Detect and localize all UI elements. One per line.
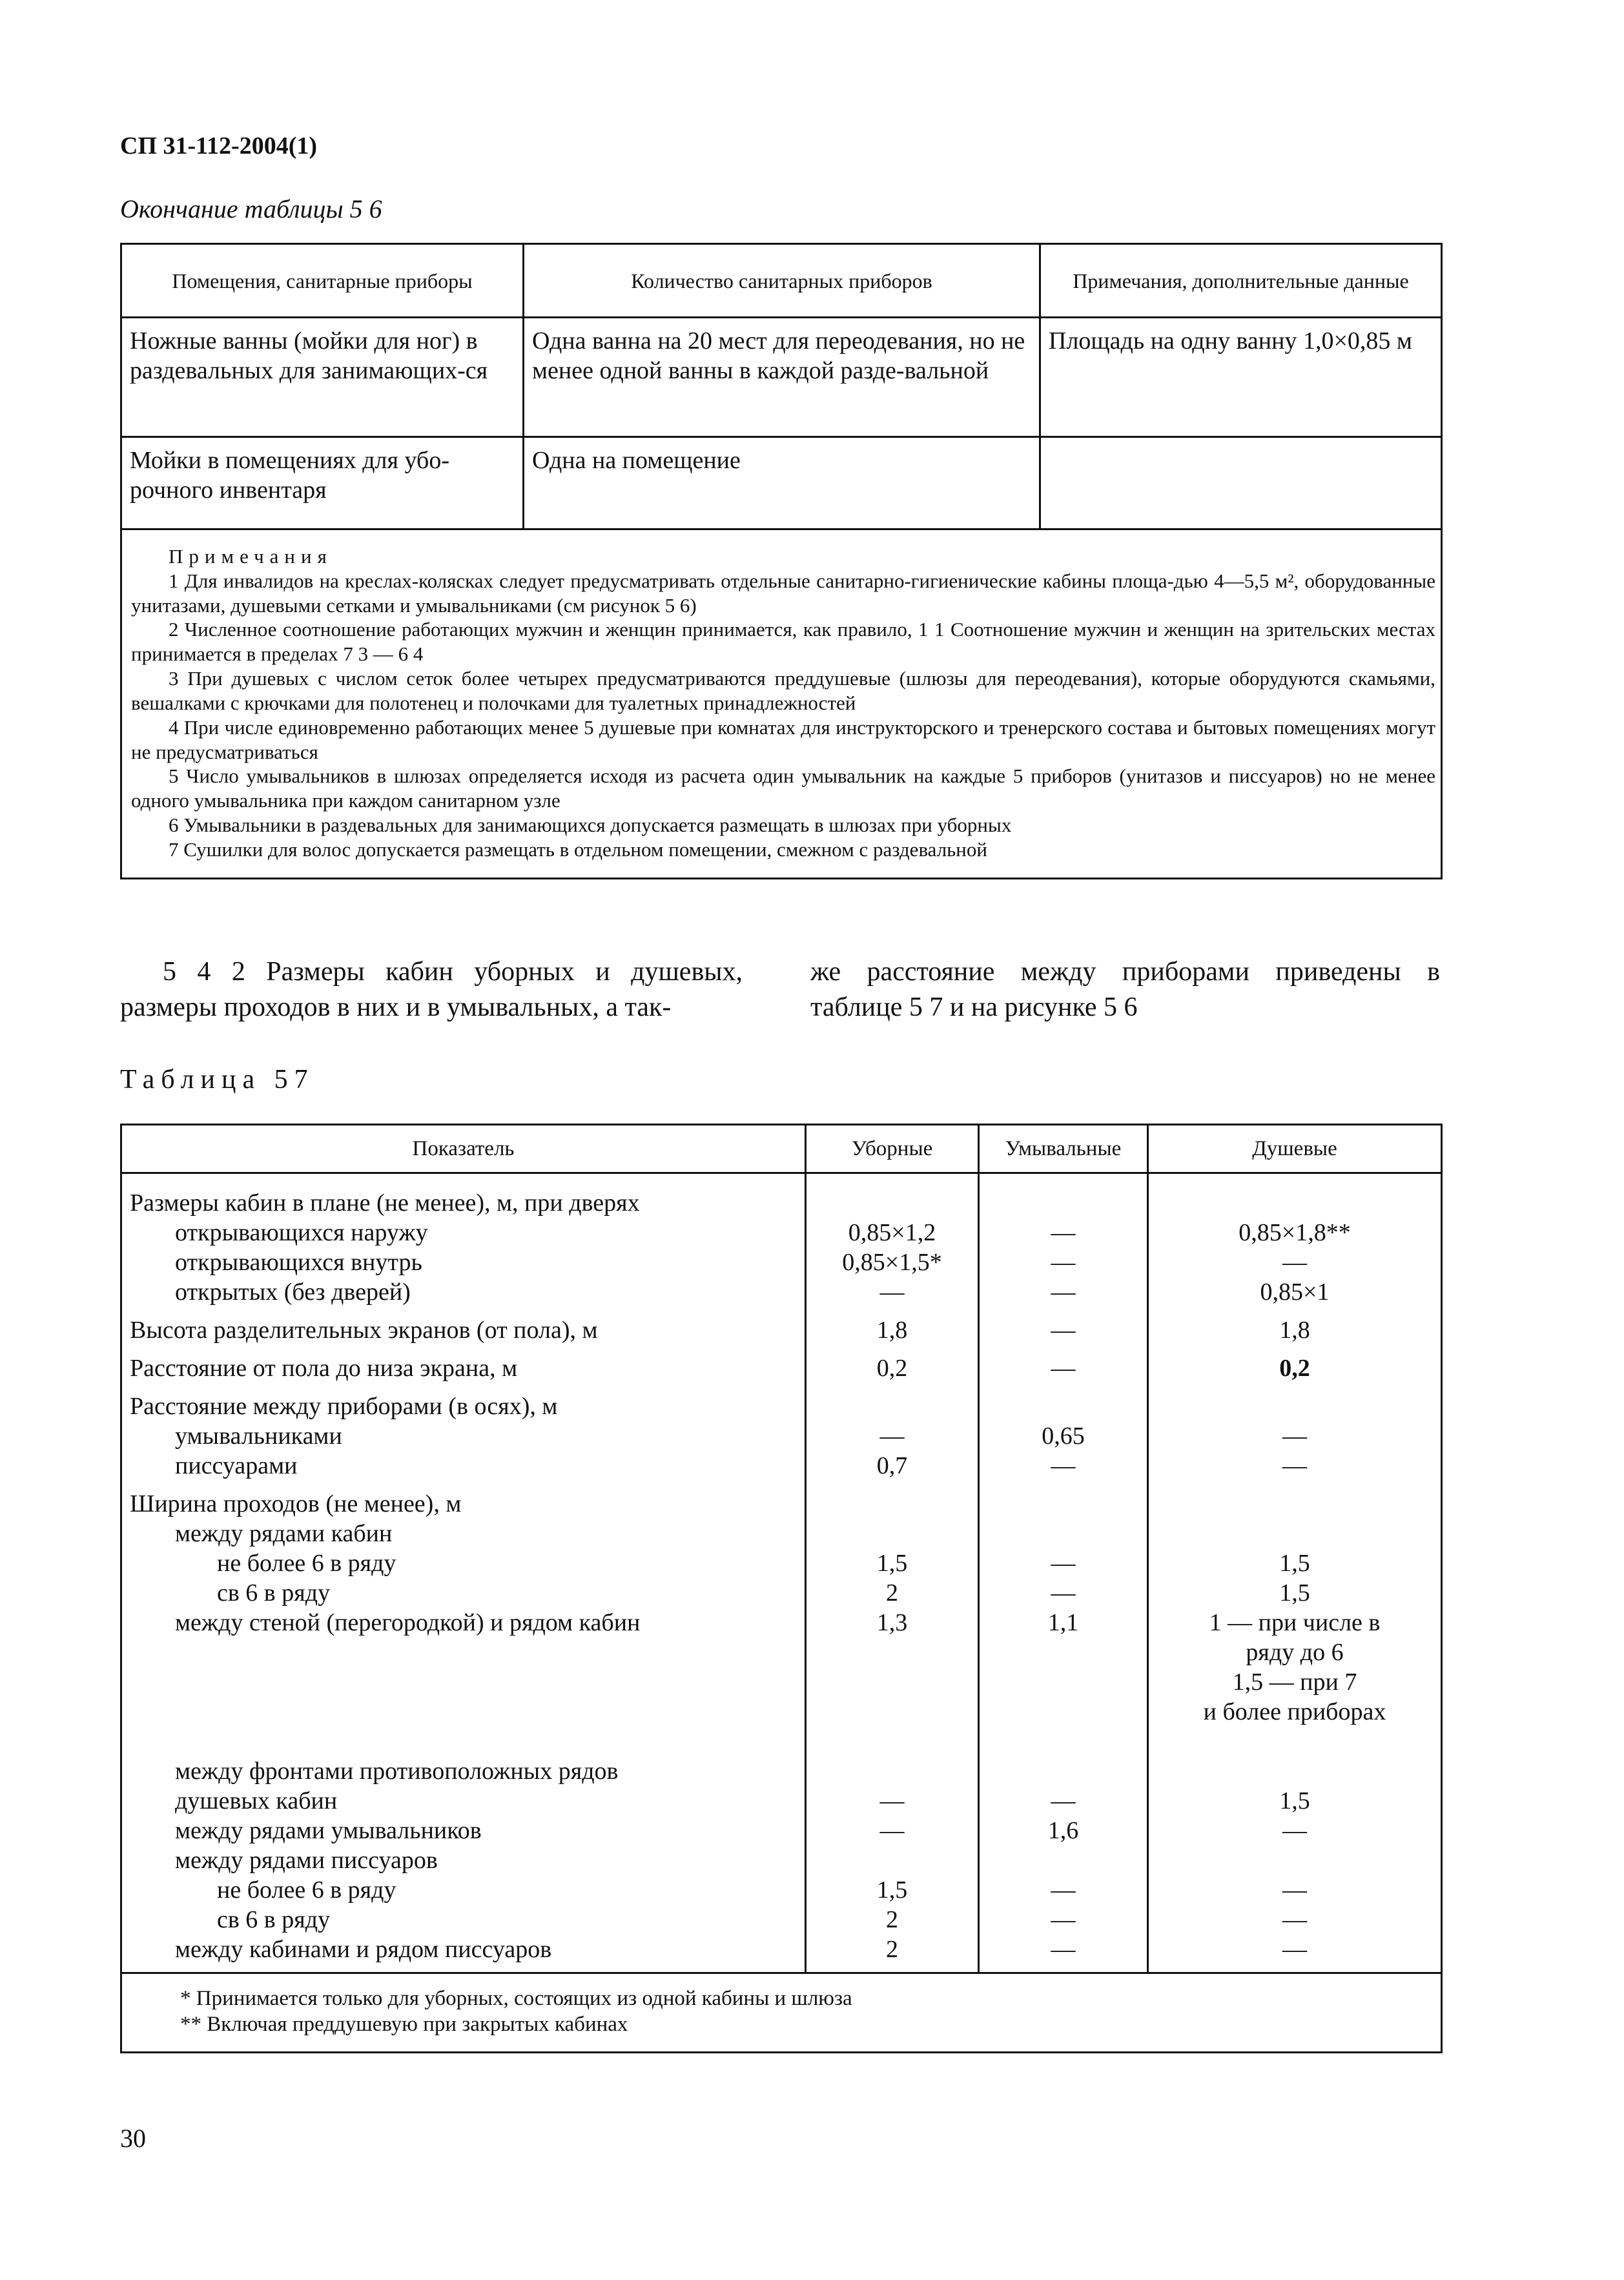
- t57-value-cell: [979, 1488, 1148, 1973]
- t57-value: [980, 1697, 1146, 1727]
- t57-value: —: [1051, 1579, 1076, 1607]
- t57-value: [1149, 1519, 1440, 1548]
- t57-value: [807, 1188, 977, 1218]
- t57-label: между стеной (перегородкой) и рядом кабин: [175, 1609, 641, 1636]
- t57-indicator-cell: [121, 1173, 806, 1315]
- t57-label: [130, 1667, 804, 1697]
- t57-value: 2: [886, 1936, 898, 1963]
- t57-value: [1149, 1845, 1440, 1875]
- t57-value: ряду до 6: [1246, 1639, 1344, 1666]
- t57-value-cell: [806, 1391, 979, 1488]
- t57-value: —: [879, 1817, 905, 1844]
- t57-value: 1,5: [876, 1550, 908, 1577]
- note-item: 7 Сушилки для волос допускается размещать в отдельном помещении, смежном с раздевальной: [169, 837, 987, 861]
- note-item: 3 При душевых с числом сеток более четырех предусматриваются преддушевые (шлюзы для переодевания), которые оборудуются скамьями, вешалками с крючками для полотенец и полочками для туалетных принадлежностей: [131, 667, 1435, 714]
- t57-value: 0,85×1,8**: [1239, 1219, 1351, 1246]
- t57-label: Размеры кабин в плане (не менее), м, при дверях: [130, 1189, 640, 1217]
- note-item: 2 Численное соотношение работающих мужчин и женщин принимается, как правило, 1 1 Соотношение мужчин и женщин на зрительских местах принимается в пределах 7 3 — 6 4: [131, 618, 1435, 666]
- t57-value: и более приборах: [1203, 1698, 1386, 1725]
- note-item: 4 При числе единовременно работающих менее 5 душевые при комнатах для инструкторского и тренерского состава и бытовых помещениях могут не предусматриваться: [131, 715, 1435, 763]
- t57-value: —: [1051, 1355, 1076, 1382]
- t57-value: [1149, 1188, 1440, 1218]
- t56-notes: [121, 529, 1442, 879]
- t57-label: между рядами умывальников: [175, 1817, 482, 1844]
- t57-value: 2: [886, 1906, 898, 1933]
- t57-value-cell: [979, 1353, 1148, 1391]
- t57-label: душевых кабин: [175, 1787, 338, 1814]
- t57-indicator-cell: [121, 1391, 806, 1488]
- t57-label: св 6 в ряду: [217, 1906, 331, 1933]
- t57-header-indicator: Показатель: [121, 1125, 806, 1173]
- t57-value: 1,6: [1047, 1817, 1079, 1844]
- note-item: 6 Умывальники в раздевальных для занимающихся допускается размещать в шлюзах при уборных: [169, 813, 1012, 836]
- t57-value: [807, 1489, 977, 1519]
- t57-value: —: [879, 1787, 905, 1814]
- t57-value: 1,5: [1279, 1579, 1310, 1607]
- t57-value: [980, 1392, 1146, 1421]
- table-5-7-caption: Таблица 57: [120, 1065, 314, 1094]
- t57-value: —: [1282, 1817, 1307, 1844]
- t57-header-toilets: Уборные: [806, 1125, 979, 1173]
- paragraph-5-4-2-left: 5 4 2 Размеры кабин уборных и душевых, размеры проходов в них и в умывальных, а так-: [120, 957, 743, 1023]
- t57-value: [980, 1638, 1146, 1667]
- t57-value: —: [1051, 1279, 1076, 1306]
- t57-value: [980, 1727, 1146, 1756]
- t57-label: не более 6 в ряду: [217, 1550, 396, 1577]
- table-row: [121, 1488, 1442, 1973]
- t57-value: —: [1051, 1787, 1076, 1814]
- t56-header-notes: Примечания, дополнительные данные: [1040, 244, 1442, 318]
- t57-value: [980, 1489, 1146, 1519]
- footnote: ** Включая преддушевую при закрытых кабинах: [180, 2013, 628, 2036]
- t57-value: [980, 1845, 1146, 1875]
- t57-value: 1,8: [876, 1317, 908, 1344]
- table-5-6: [120, 243, 1441, 879]
- paragraph-5-4-2-right: же расстояние между приборами приведены в таблице 5 7 и на рисунке 5 6: [810, 957, 1440, 1023]
- t57-value-cell: [806, 1353, 979, 1391]
- t57-value: —: [1051, 1550, 1076, 1577]
- t57-value: [980, 1756, 1146, 1786]
- t57-value: 0,85×1: [1260, 1279, 1330, 1306]
- note-item: 1 Для инвалидов на креслах-колясках следует предусматривать отдельные санитарно-гигиенические кабины площа-дью 4—5,5 м², оборудованные унитазами, душевыми сетками и умывальниками (см рисунок 5 6): [131, 569, 1435, 617]
- t57-value: —: [1282, 1906, 1307, 1933]
- t56-cell: Одна на помещение: [524, 437, 1040, 529]
- t57-value-cell: [1148, 1391, 1442, 1488]
- t57-indicator-cell: [121, 1353, 806, 1391]
- t57-value: 2: [886, 1579, 898, 1607]
- footnote: * Принимается только для уборных, состоящих из одной кабины и шлюза: [180, 1987, 852, 2010]
- t57-value: 1 — при числе в: [1209, 1609, 1381, 1636]
- t57-value: 1,3: [876, 1609, 908, 1636]
- t57-value: [807, 1697, 977, 1727]
- t57-label: Ширина проходов (не менее), м: [130, 1490, 462, 1517]
- t57-value: —: [1051, 1936, 1076, 1963]
- t57-value: [980, 1667, 1146, 1697]
- t57-label: открывающихся внутрь: [175, 1249, 422, 1276]
- table-row: [121, 437, 1442, 529]
- t57-value-cell: [979, 1315, 1148, 1353]
- t57-value: 0,7: [876, 1452, 908, 1479]
- t57-value: [807, 1392, 977, 1421]
- table-row: [121, 1353, 1442, 1391]
- t57-value: [980, 1188, 1146, 1218]
- t56-cell: Площадь на одну ванну 1,0×0,85 м: [1040, 318, 1442, 437]
- t57-value-cell: [1148, 1315, 1442, 1353]
- t57-value: 1,5: [1279, 1787, 1310, 1814]
- t57-value: —: [1051, 1452, 1076, 1479]
- t57-label: между рядами писсуаров: [175, 1847, 438, 1874]
- t57-value-cell: [1148, 1488, 1442, 1973]
- table-row: [121, 1391, 1442, 1488]
- t56-cell: [1040, 437, 1442, 529]
- t57-value: [807, 1519, 977, 1548]
- document-code: СП 31-112-2004(1): [120, 132, 318, 159]
- t57-value: —: [1282, 1249, 1307, 1276]
- table-row: [121, 318, 1442, 437]
- t57-value: 1,5 — при 7: [1232, 1669, 1357, 1696]
- t57-value: [980, 1519, 1146, 1548]
- page-number: 30: [120, 2124, 146, 2153]
- t57-label: [130, 1638, 804, 1667]
- t57-value-cell: [1148, 1353, 1442, 1391]
- t57-indicator-cell: [121, 1315, 806, 1353]
- t56-header-rooms: Помещения, санитарные приборы: [121, 244, 524, 318]
- t57-value: 0,85×1,2: [848, 1219, 936, 1246]
- t56-header-quantity: Количество санитарных приборов: [524, 244, 1040, 318]
- table-continuation-caption: Окончание таблицы 5 6: [120, 194, 382, 223]
- t57-label: между фронтами противоположных рядов: [175, 1758, 619, 1785]
- t57-value: —: [879, 1422, 905, 1450]
- t57-value: —: [1051, 1906, 1076, 1933]
- t57-value: [807, 1845, 977, 1875]
- t57-label: между кабинами и рядом писсуаров: [175, 1936, 552, 1963]
- t57-value: —: [1282, 1876, 1307, 1904]
- t57-value: 0,85×1,5*: [842, 1249, 942, 1276]
- t56-cell: Мойки в помещениях для убо-рочного инвентаря: [121, 437, 524, 529]
- t57-value: [807, 1756, 977, 1786]
- t57-value: [1149, 1756, 1440, 1786]
- t57-value: —: [1282, 1452, 1307, 1479]
- t57-label: умывальниками: [175, 1422, 342, 1450]
- t57-label: открывающихся наружу: [175, 1219, 428, 1246]
- t57-value: [1149, 1489, 1440, 1519]
- t57-header-washrooms: Умывальные: [979, 1125, 1148, 1173]
- table-5-7: [120, 1124, 1441, 2053]
- t57-value: [807, 1638, 977, 1667]
- t57-label: писсуарами: [175, 1452, 298, 1479]
- t57-label: Расстояние от пола до низа экрана, м: [130, 1355, 518, 1382]
- t57-value: —: [1282, 1936, 1307, 1963]
- t57-label: [130, 1727, 804, 1756]
- t57-label: Высота разделительных экранов (от пола), м: [130, 1317, 598, 1344]
- t57-value-cell: [1148, 1173, 1442, 1315]
- t57-value: [807, 1727, 977, 1756]
- table-row: [121, 1315, 1442, 1353]
- t57-value: [807, 1667, 977, 1697]
- note-item: 5 Число умывальников в шлюзах определяется исходя из расчета один умывальник на каждые 5 приборов (унитазов и писсуаров) но не менее одного умывальника при каждом санитарном узле: [131, 765, 1435, 812]
- t57-label: Расстояние между приборами (в осях), м: [130, 1393, 558, 1420]
- t56-cell: Ножные ванны (мойки для ног) в раздевальных для занимающих-ся: [121, 318, 524, 437]
- t57-value-cell: [806, 1173, 979, 1315]
- t57-value: —: [879, 1279, 905, 1306]
- t57-indicator-cell: [121, 1488, 806, 1973]
- t57-value: 1,5: [876, 1876, 908, 1904]
- t57-label: между рядами кабин: [175, 1520, 393, 1547]
- t57-label: не более 6 в ряду: [217, 1876, 396, 1904]
- t57-value: [1149, 1392, 1440, 1421]
- t57-value: —: [1282, 1422, 1307, 1450]
- t57-value: —: [1051, 1317, 1076, 1344]
- table-row: [121, 1173, 1442, 1315]
- t57-value-cell: [806, 1315, 979, 1353]
- t57-value: 1,8: [1279, 1317, 1310, 1344]
- t57-value: —: [1051, 1876, 1076, 1904]
- t57-header-showers: Душевые: [1148, 1125, 1442, 1173]
- t57-label: открытых (без дверей): [175, 1279, 411, 1306]
- t57-value: 0,65: [1042, 1422, 1085, 1450]
- t57-footnotes: [121, 1973, 1442, 2053]
- t57-value: [1149, 1727, 1440, 1756]
- t57-value-cell: [806, 1488, 979, 1973]
- t57-value: 1,1: [1047, 1609, 1079, 1636]
- t57-label: св 6 в ряду: [217, 1579, 331, 1607]
- t57-value-cell: [979, 1391, 1148, 1488]
- t57-value-cell: [979, 1173, 1148, 1315]
- t57-value: —: [1051, 1249, 1076, 1276]
- t57-label: [130, 1697, 804, 1727]
- notes-title: Примечания: [169, 545, 333, 568]
- t57-value: 0,2: [1279, 1355, 1310, 1382]
- t57-value: 0,2: [876, 1355, 908, 1382]
- t57-value: 1,5: [1279, 1550, 1310, 1577]
- t57-value: —: [1051, 1219, 1076, 1246]
- t56-cell: Одна ванна на 20 мест для переодевания, но не менее одной ванны в каждой разде-вальной: [524, 318, 1040, 437]
